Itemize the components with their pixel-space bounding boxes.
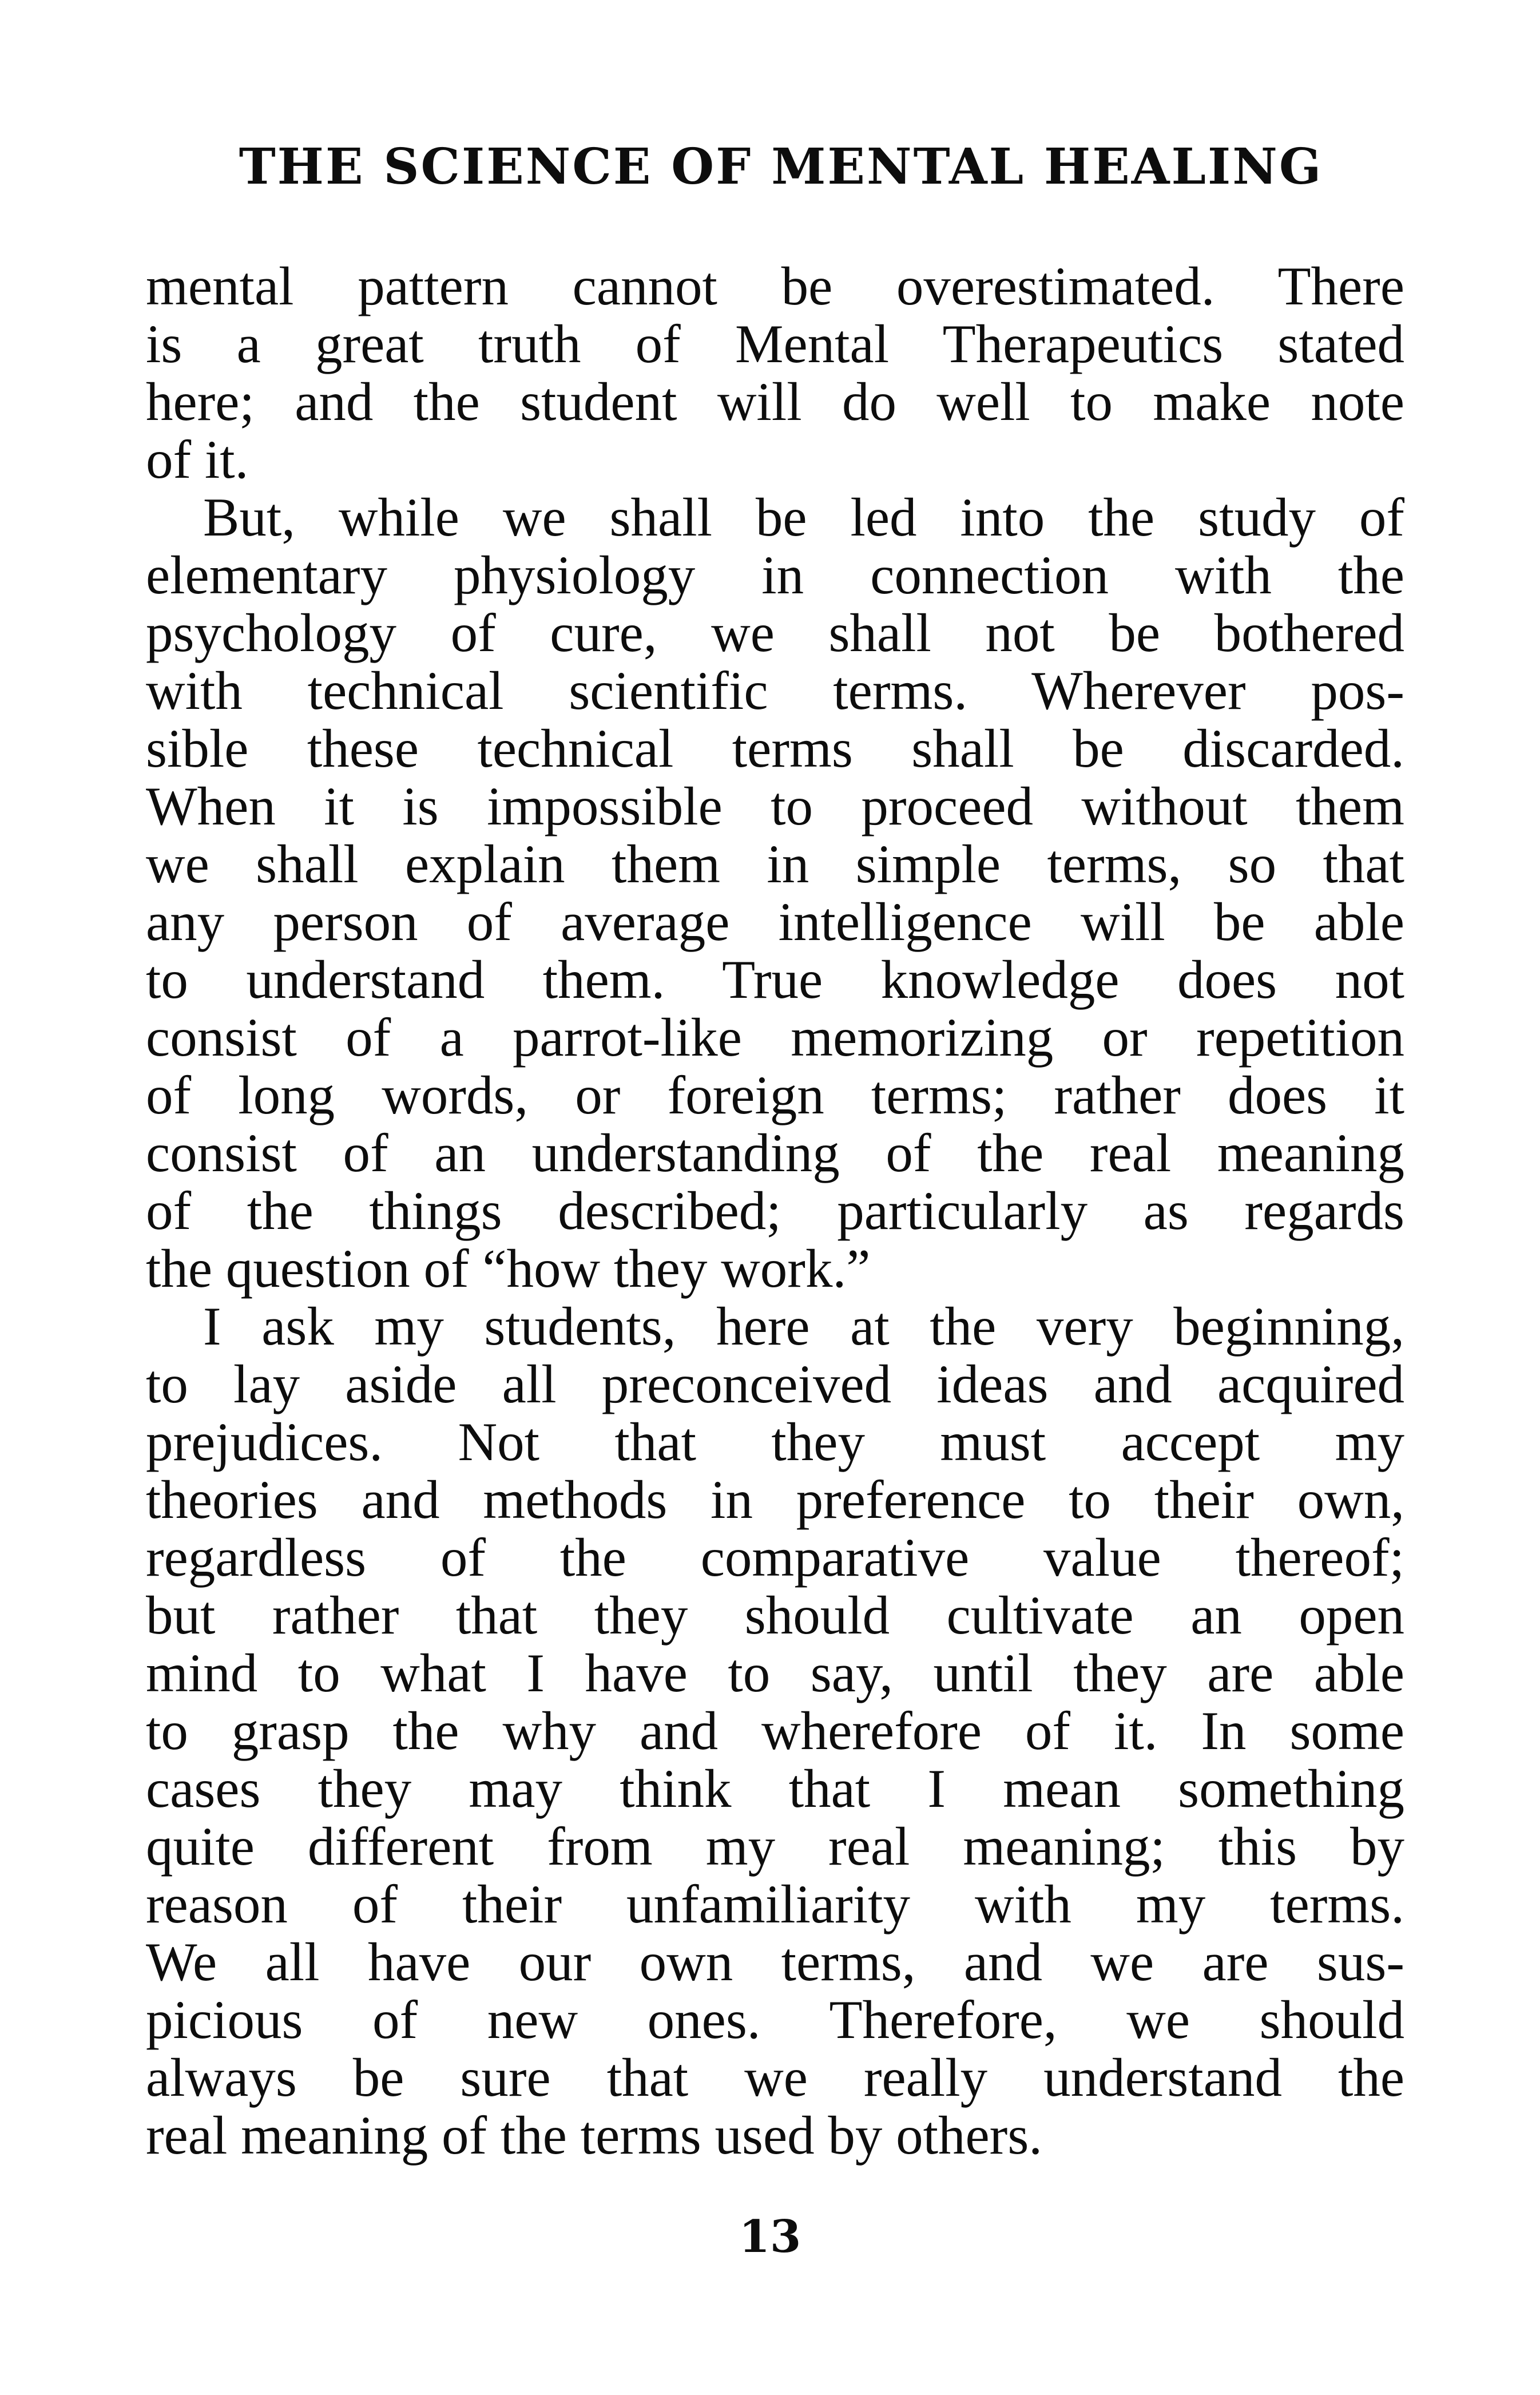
text-line: When it is impossible to proceed without them [146, 776, 1404, 836]
text-line: regardless of the comparative value thereof; [146, 1527, 1404, 1588]
text-line: with technical scientific terms. Wherever pos- [146, 660, 1404, 721]
text-line: consist of an understanding of the real meaning [146, 1123, 1404, 1183]
text-line: theories and methods in preference to their own, [146, 1469, 1404, 1530]
text-line: here; and the student will do well to make note [146, 371, 1404, 432]
text-line: to grasp the why and wherefore of it. In some [146, 1700, 1404, 1761]
text-line: we shall explain them in simple terms, so that [146, 834, 1404, 894]
text-line: cases they may think that I mean something [146, 1758, 1404, 1819]
text-line: to understand them. True knowledge does not [146, 949, 1404, 1010]
text-line: We all have our own terms, and we are sus- [146, 1932, 1404, 1992]
text-line: of the things described; particularly as regards [146, 1180, 1404, 1241]
text-line: mind to what I have to say, until they are able [146, 1643, 1404, 1703]
text-line: picious of new ones. Therefore, we should [146, 1989, 1404, 2050]
body-text [146, 257, 1404, 2164]
page-number: 13 [739, 2211, 801, 2263]
text-line: of long words, or foreign terms; rather does it [146, 1065, 1404, 1125]
text-line: sible these technical terms shall be discarded. [146, 718, 1404, 779]
text-line: the question of “how they work.” [146, 1238, 871, 1299]
text-line: prejudices. Not that they must accept my [146, 1411, 1404, 1472]
paragraph-1 [146, 257, 1404, 489]
text-line: is a great truth of Mental Therapeutics stated [146, 314, 1404, 374]
text-line: psychology of cure, we shall not be bothered [146, 602, 1404, 663]
text-line: of it. [146, 429, 249, 490]
text-line: mental pattern cannot be overestimated. There [146, 256, 1404, 316]
text-line: elementary physiology in connection with the [146, 545, 1404, 605]
text-line: any person of average intelligence will be able [146, 891, 1404, 952]
paragraph-3 [146, 1298, 1404, 2164]
text-line: reason of their unfamiliarity with my terms. [146, 1874, 1404, 1934]
text-line: to lay aside all preconceived ideas and acquired [146, 1354, 1404, 1414]
paragraph-2 [146, 489, 1404, 1298]
running-head: THE SCIENCE OF MENTAL HEALING [239, 138, 1323, 196]
text-line: real meaning of the terms used by others. [146, 2105, 1043, 2166]
text-line: but rather that they should cultivate an open [146, 1585, 1404, 1645]
text-line: consist of a parrot-like memorizing or repetition [146, 1007, 1404, 1068]
text-line: I ask my students, here at the very beginning, [203, 1296, 1404, 1357]
text-line: always be sure that we really understand the [146, 2047, 1404, 2108]
text-line: quite different from my real meaning; this by [146, 1816, 1404, 1877]
text-line: But, while we shall be led into the study of [203, 487, 1404, 548]
